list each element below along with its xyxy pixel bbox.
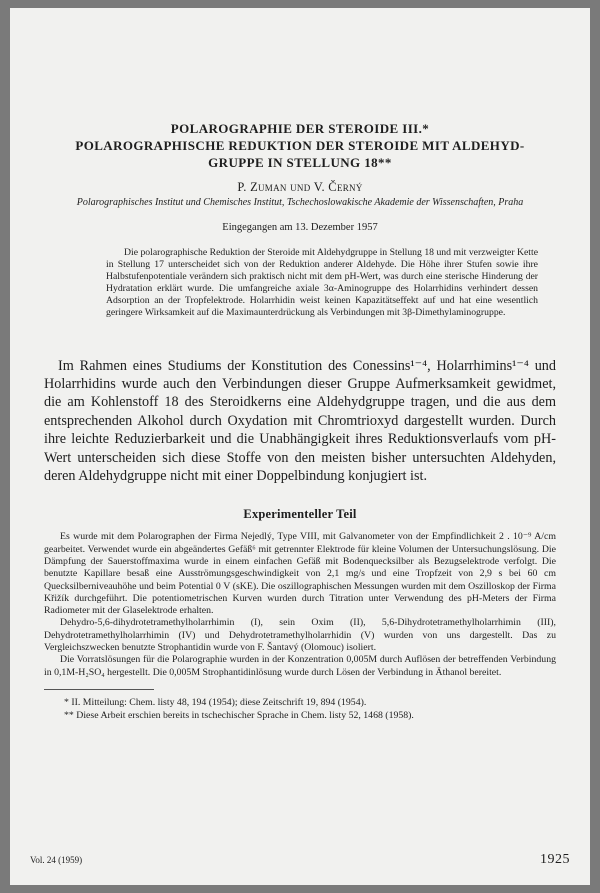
page-footer <box>30 852 570 868</box>
section-heading: Experimenteller Teil <box>243 507 357 522</box>
title-line: POLAROGRAPHIE DER STEROIDE III.* <box>170 121 430 136</box>
article-title <box>44 120 556 171</box>
footnote-divider <box>44 689 154 690</box>
experimental-paragraph: Es wurde mit dem Polarographen der Firma Nejedlý, Type VIII, mit Galvanometer von der Empfindlichkeit 2 . 10⁻⁹ A/cm gearbeitet. Verwendet wurde ein abgeändertes Gefäß⁶ mit getrennter Elektrode für kleine Volumen der Untersuchungslösung. Die Dämpfung der Sauerstoffmaxima wurde in einem einfachen Gefäß mit Bodenquecksilber als Bezugselektrode verfolgt. Die benutzte Kapillare besaß eine Ausströmungsgeschwindigkeit von 2,1 mg/s und eine Tropfzeit von 2,9 s bei 60 cm Quecksilberniveauhöhe und beim Potential 0 V (sKE). Die oszillographischen Messungen wurden mit dem Oszilloskop der Firma Křižík durchgeführt. Die potentiometrischen Kurven wurden durch Titration unter Verwendung des pH-Meters der Firma Radiometer mit der Glaselektrode erhalten. <box>44 531 556 617</box>
title-line: GRUPPE IN STELLUNG 18** <box>208 155 392 170</box>
page-number: 1925 <box>540 852 570 867</box>
received-date: Eingegangen am 13. Dezember 1957 <box>222 221 378 233</box>
experimental-paragraph: Dehydro-5,6-dihydrotetramethylholarrhimin (I), sein Oxim (II), 5,6-Dihydrotetramethylholarrhimin (III), Dehydrotetramethylholarrhimin (IV) und Dehydrotetramethylholarrhidin (V) wurden von uns dargestellt. Das zu Vergleichszwecken benutzte Strophantidin wurde von F. Šantavý (Olomouc) isoliert. <box>44 617 556 654</box>
title-line: POLAROGRAPHISCHE REDUKTION DER STEROIDE MIT ALDEHYD- <box>75 138 525 153</box>
volume-label: Vol. 24 (1959) <box>30 855 83 865</box>
footnote: ** Diese Arbeit erschien bereits in tschechischer Sprache in Chem. listy 52, 1468 (1958). <box>64 709 414 721</box>
introduction-paragraph: Im Rahmen eines Studiums der Konstitution des Conessins¹⁻⁴, Holarrhimins¹⁻⁴ und Holarrhidins wurde auch den Verbindungen dieser Gruppe Aufmerksamkeit gewidmet, die am Kohlenstoff 18 des Steroidkerns eine Aldehydgruppe tragen, und die aus dem entsprechenden Alkohol durch Oxydation mit Chromtrioxyd dargestellt wurden. Durch ihre leichte Reduzierbarkeit und die Unabhängigkeit ihres Reduktionsverlaufs vom pH-Wert unterscheiden sich diese Stoffe von den meisten bisher untersuchten Aldehyden, deren Aldehydgruppe nicht mit einer Doppelbindung konjugiert ist. <box>44 357 556 484</box>
abstract: Die polarographische Reduktion der Steroide mit Aldehydgruppe in Stellung 18 und mit verzweigter Kette in Stellung 17 unterscheidet sich von der Reduktion anderer Aldehyde. Die Höhe ihrer Stufen sowie ihre Halbstufenpotentiale verändern sich praktisch nicht mit dem pH-Wert, was durch eine sterische Hinderung der Hydratation erklärt wurde. Die umfangreiche axiale 3α-Aminogruppe des Holarrhidins verhindert dessen Adsorption an der Tropfelektrode. Holarrhidin weist keinen Kapazitätseffekt auf und hat eine wesentlich geringere Wirksamkeit auf die Maximaunterdrückung als Verbindungen mit 3β-Dimethylaminogruppe. <box>106 246 538 318</box>
experimental-paragraph: Die Vorratslösungen für die Polarographie wurden in der Konzentration 0,005M durch Auflösen der betreffenden Verbindung in 0,1M-H₂SO₄ hergestellt. Die 0,005M Strophantidinlösung wurde durch Lösen der Verbindung in Äthanol bereitet. <box>44 654 556 678</box>
journal-page <box>10 8 590 885</box>
authors: P. Zuman und V. Černý <box>237 180 363 194</box>
affiliation: Polarographisches Institut und Chemisches Institut, Tschechoslowakische Akademie der Wissenschaften, Praha <box>76 197 524 208</box>
footnote: * II. Mitteilung: Chem. listy 48, 194 (1954); diese Zeitschrift 19, 894 (1954). <box>64 696 367 708</box>
